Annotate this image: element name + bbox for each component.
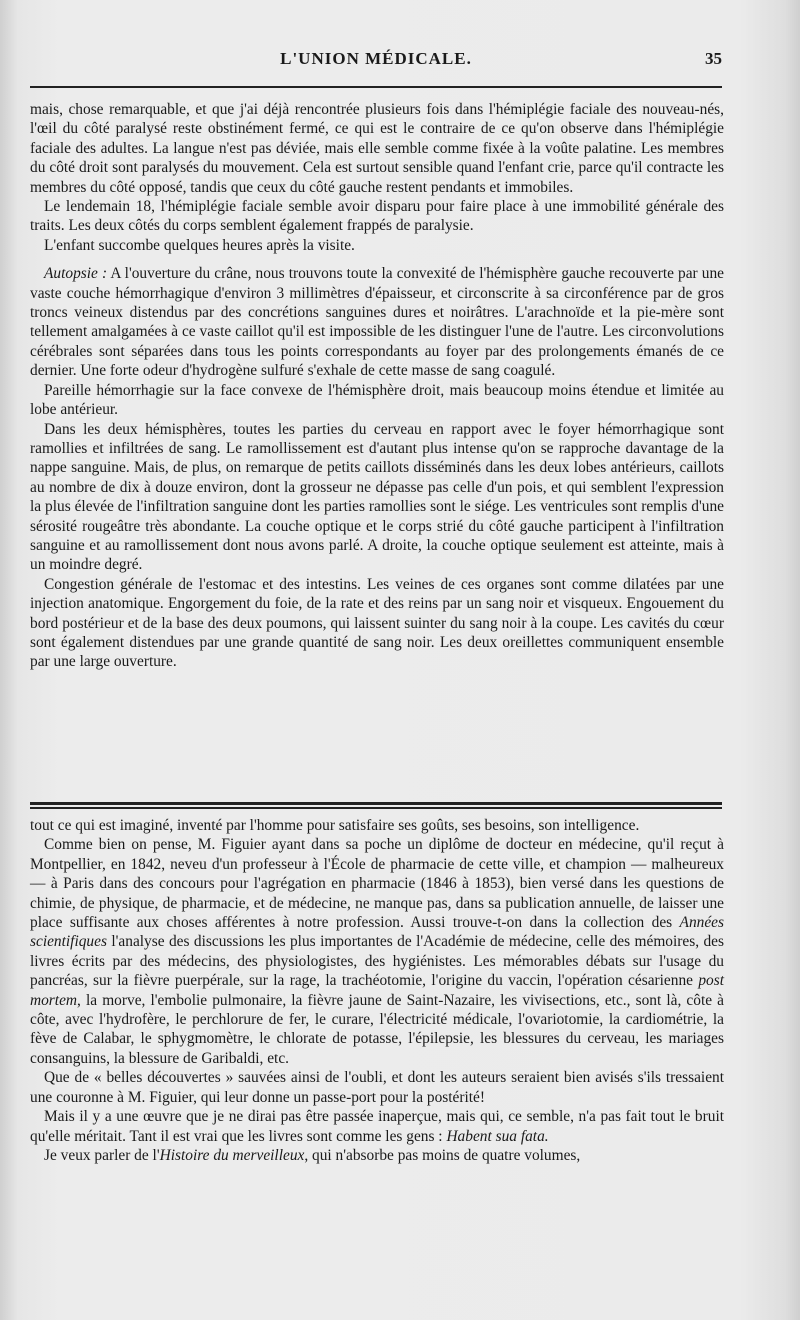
paragraph: Congestion générale de l'estomac et des intestins. Les veines de ces organes sont comme dilatées par une injection anatomique. Engorgement du foie, de la rate et des reins par un sang noir et visqueux. Engouement du bord postérieur et de la base des deux poumons, qui laissent suinter du sang noir à la coupe. Les cavités du cœur sont également distendues par une grande quantité de sang noir. Les deux oreillettes communiquent ensemble par une large ouverture. [30, 575, 724, 671]
autopsy-paragraph [30, 264, 724, 380]
paragraph: tout ce qui est imaginé, inventé par l'homme pour satisfaire ses goûts, ses besoins, son intelligence. [30, 817, 640, 834]
paragraph: mais, chose remarquable, et que j'ai déjà rencontrée plusieurs fois dans l'hémiplégie faciale des nouveau-nés, l'œil du côté paralysé reste obstinément fermé, ce qui est le contraire de ce qu'on observe dans l'hémiplégie faciale des adultes. La langue n'est pas déviée, mais elle semble comme fixée à la voûte palatine. Les membres du côté droit sont paralysés du mouvement. Cela est surtout sensible quand l'enfant crie, parce qu'il contracte les membres du côté opposé, tandis que ceux du côté gauche restent pendants et immobiles. [30, 101, 724, 196]
book-title: Années scientifiques [30, 914, 724, 951]
feuilleton-rule-thin [30, 807, 722, 809]
paragraph [30, 1107, 724, 1146]
text-run: Comme bien on pense, M. Figuier ayant dans sa poche un diplôme de docteur en médecine, qu'il reçut à Montpellier, en 1842, neveu d'un professeur à l'École de pharmacie de cette ville, et champion — malheureux — à Paris dans des concours pour l'agrégation en pharmacie (1846 à 1853), bien versé dans les questions de chimie, de physique, de pharmacie, et de médecine, ne manque pas, dans sa publication annuelle, de laisser une place suffisante aux choses afférentes à notre profession. Aussi trouve-t-on dans la collection des [30, 836, 724, 932]
autopsy-text: A l'ouverture du crâne, nous trouvons toute la convexité de l'hémisphère gauche recouverte par une vaste couche hémorrhagique d'environ 3 millimètres d'épaisseur, et circonscrite à sa circonférence par de gros troncs veineux distendus par des concrétions sanguines dures et noirâtres. L'arachnoïde et la pie-mère sont tellement amalgamées à ce vaste caillot qu'il est impossible de les distinguer l'une de l'autre. Les circonvolutions cérébrales sont séparées dans tous les points correspondants au foyer par des prolongements émanés de ce dernier. Une forte odeur d'hydrogène sulfuré s'exhale de cette masse de sang coagulé. [30, 265, 724, 380]
paragraph [30, 835, 724, 1068]
book-title: Histoire du merveilleux [159, 1146, 305, 1164]
paragraph: Pareille hémorrhagie sur la face convexe de l'hémisphère droit, mais beaucoup moins étendue et limitée au lobe antérieur. [30, 381, 724, 419]
feuilleton-rule-thick [30, 802, 722, 805]
text-run: l'analyse des discussions les plus importantes de l'Académie de médecine, celle des mémoires, des livres écrits par des médecins, des physiologistes, des hygiénistes. Les mémorables débats sur l'usage du pancréas, sur la fièvre puerpérale, sur la rage, la trachéotomie, l'origine du vaccin, l'opération césarienne [30, 933, 724, 990]
latin-quote: Habent sua fata. [446, 1127, 549, 1145]
autopsy-label: Autopsie : [44, 265, 108, 283]
paragraph: L'enfant succombe quelques heures après la visite. [44, 236, 355, 254]
paragraph: Que de « belles découvertes » sauvées ainsi de l'oubli, et dont les auteurs seraient bien avisés s'ils tressaient une couronne à M. Figuier, qui leur donne un passe-port pour la postérité! [30, 1069, 724, 1106]
text-run: , la morve, l'embolie pulmonaire, la fièvre jaune de Saint-Nazaire, les vivisections, etc., sont là, côte à côte, avec l'hydrofère, le perchlorure de fer, le curare, l'électricité médicale, l'ovariotomie, la cardiométrie, la fève de Calabar, le sphygmomètre, le chlorate de potasse, l'épilepsie, les blessures du cerveau, les mariages consanguins, la blessure de Garibaldi, etc. [30, 991, 724, 1067]
running-head [30, 46, 722, 76]
text-run: Mais il y a une œuvre que je ne dirai pas être passée inaperçue, mais qui, ce semble, n'a pas fait tout le bruit qu'elle méritait. Tant il est vrai que les livres sont comme les gens : [30, 1108, 724, 1145]
text-run: , qui n'absorbe pas moins de quatre volumes, [304, 1146, 581, 1164]
page-number: 35 [705, 49, 722, 68]
paragraph: Le lendemain 18, l'hémiplégie faciale semble avoir disparu pour faire place à une immobilité générale des traits. Les deux côtés du corps semblent également frappés de paralysie. [30, 198, 724, 235]
paragraph [30, 1146, 724, 1165]
feuilleton-body [30, 816, 724, 1165]
paragraph: Dans les deux hémisphères, toutes les parties du cerveau en rapport avec le foyer hémorrhagique sont ramollies et infiltrées de sang. Le ramollissement est d'autant plus intense qu'on se rapproche davantage de la nappe sanguine. Mais, de plus, on remarque de petits caillots disséminés dans les deux lobes antérieurs, caillots au nombre de dix à douze environ, dont la grosseur ne dépasse pas celle d'un pois, et qui semblent l'expression la plus élevée de l'infiltration sanguine dont les parties ramollies sont le siége. Les ventricules sont remplis d'une sérosité rougeâtre très abondante. La couche optique et le corps strié du côté gauche participent à l'infiltration sanguine et au ramollissement dont nous avons parlé. A droite, la couche optique seulement est atteinte, mais à un moindre degré. [30, 420, 724, 574]
header-rule [30, 86, 722, 88]
text-run: Je veux parler de l' [44, 1146, 160, 1164]
running-title: L'UNION MÉDICALE. [280, 49, 472, 68]
article-body [30, 100, 724, 672]
latin-phrase: post mortem [30, 972, 724, 1009]
